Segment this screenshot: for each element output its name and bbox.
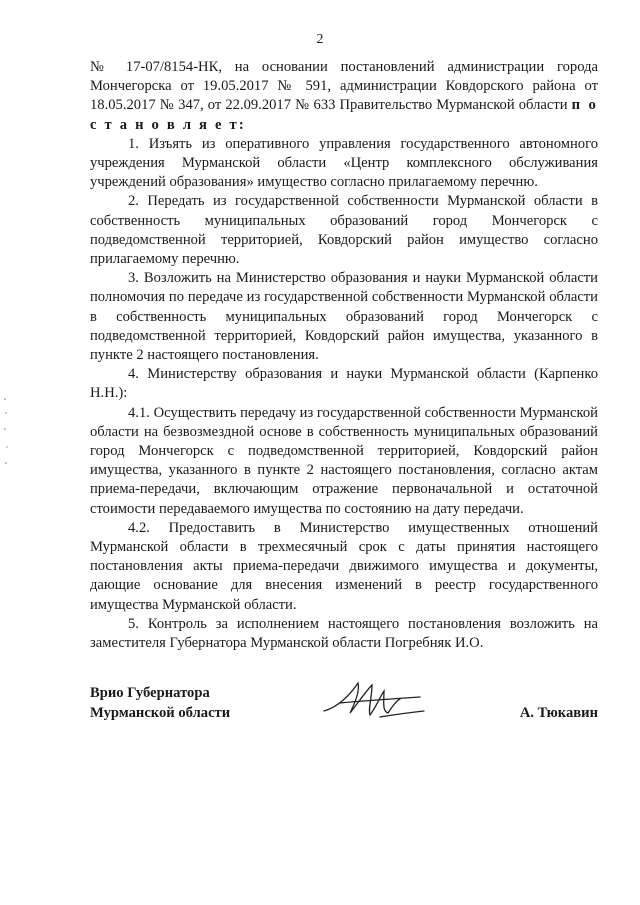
- paragraph-4-2: 4.2. Предоставить в Министерство имущественных отношений Мурманской области в трехмесячный срок с даты принятия настоящего постановления акты приема-передачи движимого имущества и документы, дающие основание для внесения изменений в реестр государственного имущества Мурманской области.: [90, 519, 598, 613]
- decision-colon: :: [238, 116, 246, 133]
- paragraph-4-1: 4.1. Осуществить передачу из государственной собственности Мурманской области на безвозмездной основе в собственность муниципальных образований город Мончегорск с подведомственной территорией, Ковдорский район имущества, указанного в пункте 2 настоящего постановления, согласно актам приема-передачи, включающим отражение первоначальной и остаточной стоимости передаваемого имущества по состоянию на дату передачи.: [90, 404, 598, 517]
- intro-paragraph: [90, 58, 598, 135]
- paragraph-4: 4. Министерству образования и науки Мурманской области (Карпенко Н.Н.):: [90, 366, 598, 402]
- signatory-title: [90, 683, 230, 723]
- decision-word: п о с т а н о в л я е т: [90, 97, 598, 133]
- intro-text: № 17-07/8154-НК, на основании постановлений администрации города Мончегорска от 19.05.2017 № 591, администрации Ковдорского района от 18.05.2017 № 347, от 22.09.2017 № 633 Правительство Мурманской области: [90, 59, 598, 114]
- signatory-title-line1: Врио Губернатора: [90, 685, 210, 701]
- signatory-title-line2: Мурманской области: [90, 705, 231, 721]
- paragraph-3: 3. Возложить на Министерство образования и науки Мурманской области полномочия по передаче из государственной собственности Мурманской области в собственность муниципальных образований город Мончегорск с подведомственной территорией, Ковдорский район имущества, указанного в пункте 2 настоящего постановления.: [90, 270, 598, 364]
- margin-scan-marks: [3, 395, 9, 475]
- document-body: [90, 58, 598, 653]
- signatory-name: А. Тюкавин: [519, 705, 598, 721]
- paragraph-5: 5. Контроль за исполнением настоящего постановления возложить на заместителя Губернатора Мурманской области Погребняк И.О.: [90, 615, 598, 652]
- handwritten-signature: [320, 677, 430, 723]
- paragraph-1: 1. Изъять из оперативного управления государственного автономного учреждения Мурманской области «Центр комплексного обслуживания учреждений образования» имущество согласно прилагаемому перечню.: [90, 135, 598, 191]
- paragraph-2: 2. Передать из государственной собственности Мурманской области в собственность муниципальных образований город Мончегорск с подведомственной территорией, Ковдорский район имущество согласно прилагаемому перечню.: [90, 193, 598, 268]
- page-number: 2: [316, 32, 324, 47]
- signature-block: [90, 683, 598, 743]
